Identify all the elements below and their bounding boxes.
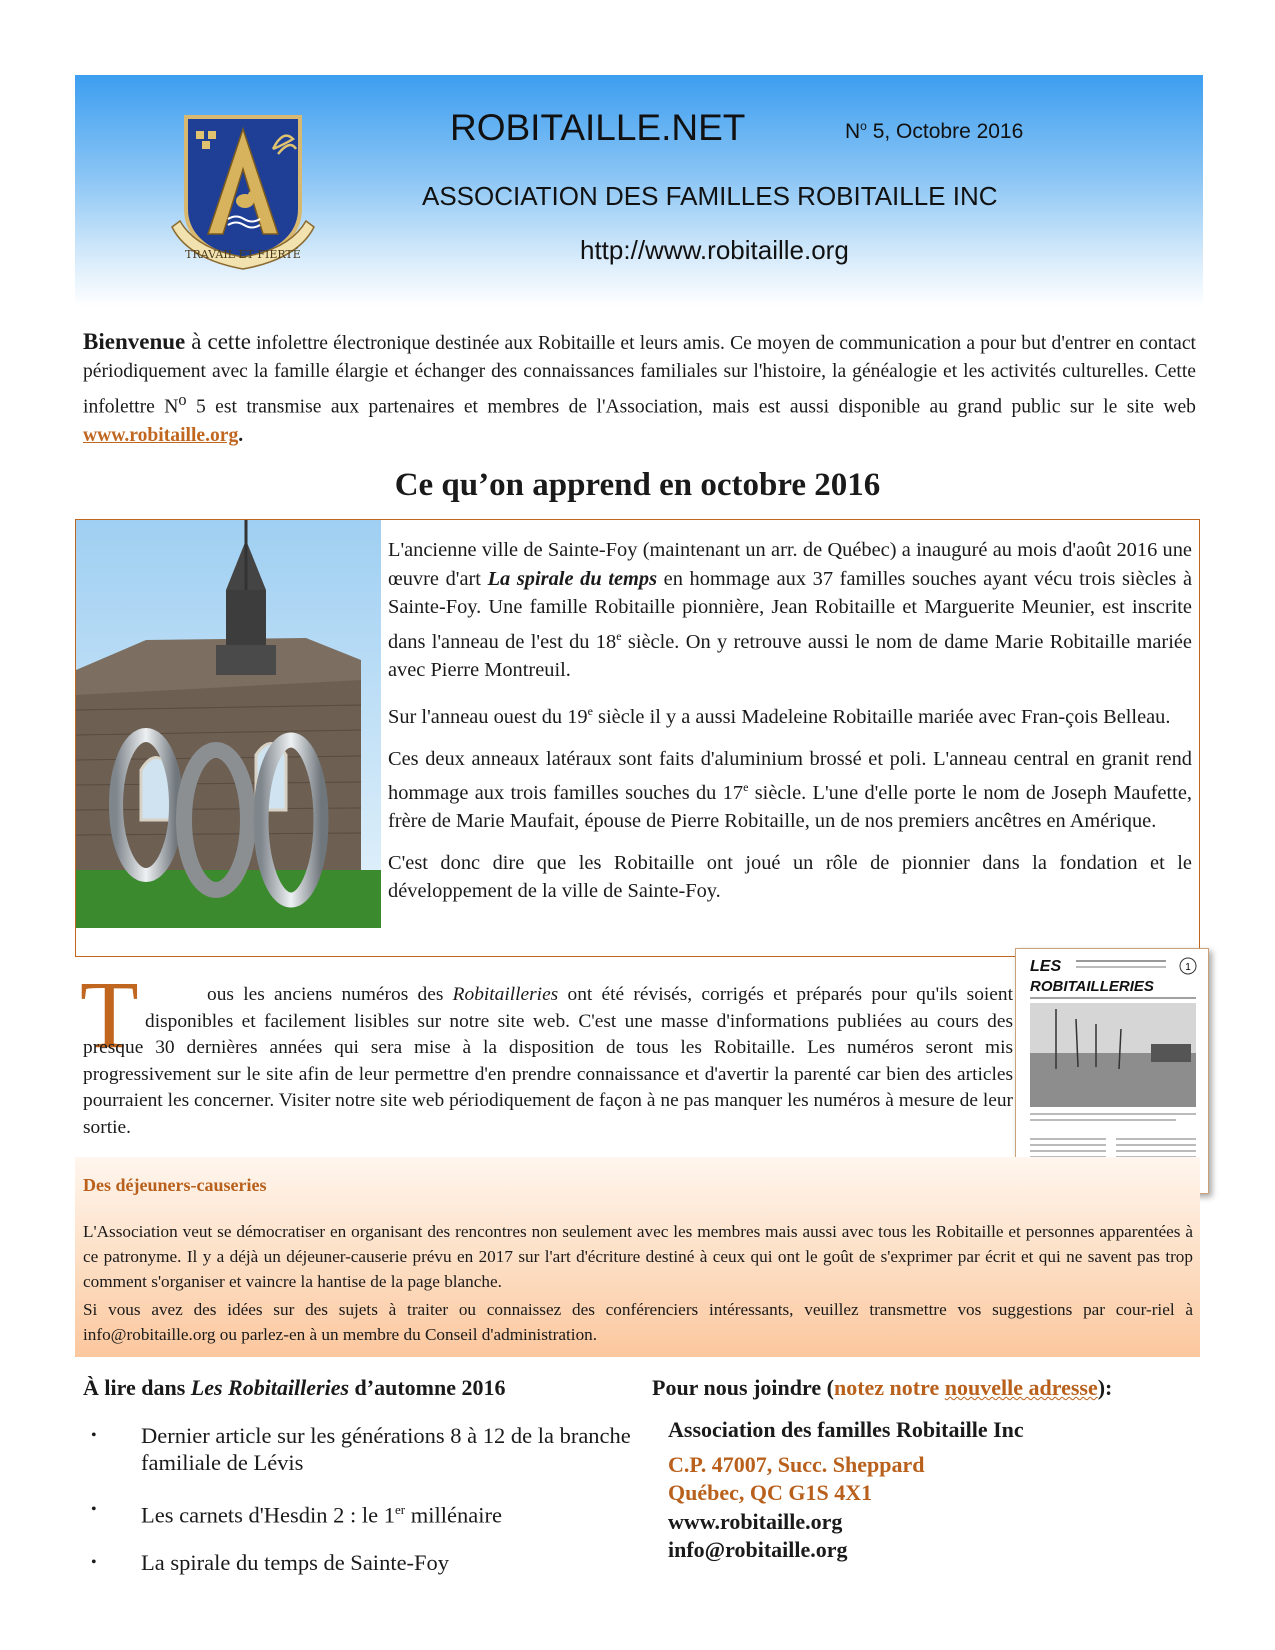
website-url[interactable]: http://www.robitaille.org — [580, 235, 849, 265]
bullet-icon: • — [91, 1501, 97, 1518]
reading-list — [83, 1422, 643, 1596]
bullet-icon: • — [91, 1427, 97, 1444]
issue-number: $N^o$ 5, Octobre 2016 — [845, 119, 1024, 143]
breakfast-title: Des déjeuners-causeries — [83, 1175, 267, 1195]
article-paragraph: Ces deux anneaux latéraux sont faits d'aluminium brossé et poli. L'anneau central en granit rend hommage aux trois familles souches du 17e siècle. L'une d'elle porte le nom de Joseph Maufette, frère de Marie Maufait, épouse de Pierre Robitaille, un de nos premiers ancêtres en Amérique. — [388, 747, 1192, 833]
newsletter-header — [75, 75, 1203, 307]
feature-article — [75, 519, 1200, 957]
list-item: • La spirale du temps de Sainte-Foy — [91, 1549, 450, 1575]
article-body — [388, 536, 1192, 919]
breakfast-talks-section — [75, 1157, 1200, 1357]
archives-paragraph: ous les anciens numéros des Robitailleries ont été révisés, corrigés et préparés pour qu'ils soient disponibles et facilement lisibles sur notre site web. C'est une masse d'informations publiées au cours des presque 30 dernières années qui sera mise à la disposition de tous les Robitaille. Les numéros seront mis progressivement sur le site afin de leur permettre d'en prendre connaissance et d'avertir la parenté car bien des articles pourraient les concerner. Visiter notre site web périodiquement de façon à ne pas manquer les numéros à mesure de leur sortie. — [83, 984, 1013, 1138]
website-link[interactable]: www.robitaille.org — [83, 424, 239, 446]
spiral-sculpture-photo — [76, 520, 381, 928]
article-paragraph: Sur l'anneau ouest du 19e siècle il y a aussi Madeleine Robitaille mariée avec Fran-çois Belleau. — [388, 704, 1171, 729]
family-crest-logo — [168, 109, 318, 271]
contact-website[interactable]: www.robitaille.org — [668, 1508, 843, 1534]
breakfast-paragraph: Si vous avez des idées sur des sujets à traiter ou connaissez des conférenciers intéressants, veuillez transmettre vos suggestions par cour-riel à info@robitaille.org ou parlez-en à un membre du Conseil d'administration. — [83, 1300, 1193, 1344]
bullet-icon: • — [91, 1553, 97, 1571]
section-title: Ce qu’on apprend en octobre 2016 — [394, 467, 881, 503]
reading-list-title: À lire dans Les Robitailleries d’automne 2016 — [83, 1375, 506, 1400]
contact-email[interactable]: info@robitaille.org — [668, 1537, 848, 1562]
contact-details — [668, 1416, 1024, 1565]
svg-text:1: 1 — [1185, 962, 1191, 973]
svg-text:LES: LES — [1030, 958, 1062, 975]
svg-text:TRAVAIL ET FIERTÉ: TRAVAIL ET FIERTÉ — [185, 248, 301, 261]
contact-address-line: C.P. 47007, Succ. Sheppard — [668, 1451, 925, 1477]
breakfast-paragraph: L'Association veut se démocratiser en organisant des rencontres non seulement avec les membres mais aussi avec tous les Robitaille et personnes apparentées à ce patronyme. Il y a déjà un déjeuner-causerie prévu en 2017 sur l'art d'écriture destiné à ceux qui ont le goût de s'exprimer par écrit et qui ne savent pas trop comment s'organiser et vaincre la hantise de la page blanche. — [83, 1222, 1193, 1291]
list-item: • Dernier article sur les générations 8 à 12 de la branche familiale de Lévis — [91, 1423, 631, 1475]
contact-title: Pour nous joindre (notez notre nouvelle adresse): — [652, 1375, 1113, 1400]
svg-text:ROBITAILLERIES: ROBITAILLERIES — [1030, 978, 1154, 995]
drop-cap: T — [80, 961, 139, 1068]
list-item: • Les carnets d'Hesdin 2 : le 1er millénaire — [83, 1496, 643, 1529]
contact-organization: Association des familles Robitaille Inc — [668, 1417, 1024, 1442]
article-paragraph: C'est donc dire que les Robitaille ont joué un rôle de pionnier dans la fondation et le développement de la ville de Sainte-Foy. — [388, 851, 1192, 903]
article-paragraph: L'ancienne ville de Sainte-Foy (maintenant un arr. de Québec) a inauguré au mois d'août 2016 une œuvre d'art La spirale du temps en hommage aux 37 familles souches ayant vécu trois siècles à Sainte-Foy. Une famille Robitaille pionnière, Jean Robitaille et Marguerite Meunier, est inscrite dans l'anneau de l'est du 18e siècle. On y retrouve aussi le nom de dame Marie Robitaille mariée avec Pierre Montreuil. — [388, 539, 1192, 681]
contact-address-line: Québec, QC G1S 4X1 — [668, 1480, 873, 1505]
association-name: ASSOCIATION DES FAMILLES ROBITAILLE INC — [422, 181, 998, 211]
newsletter-title: ROBITAILLE.NET — [450, 107, 746, 148]
welcome-paragraph: Bienvenue à cette infolettre électronique destinée aux Robitaille et leurs amis. Ce moyen de communication a pour but d'entrer en contact périodiquement avec la famille élargie et échanger des connaissances familiales sur l'histoire, la généalogie et les activités culturelles. Cette infolettre $N^o$ 5 est transmise aux partenaires et membres de l'Association, mais est aussi disponible au grand public sur le site web www.robitaille.org. — [83, 329, 1196, 446]
